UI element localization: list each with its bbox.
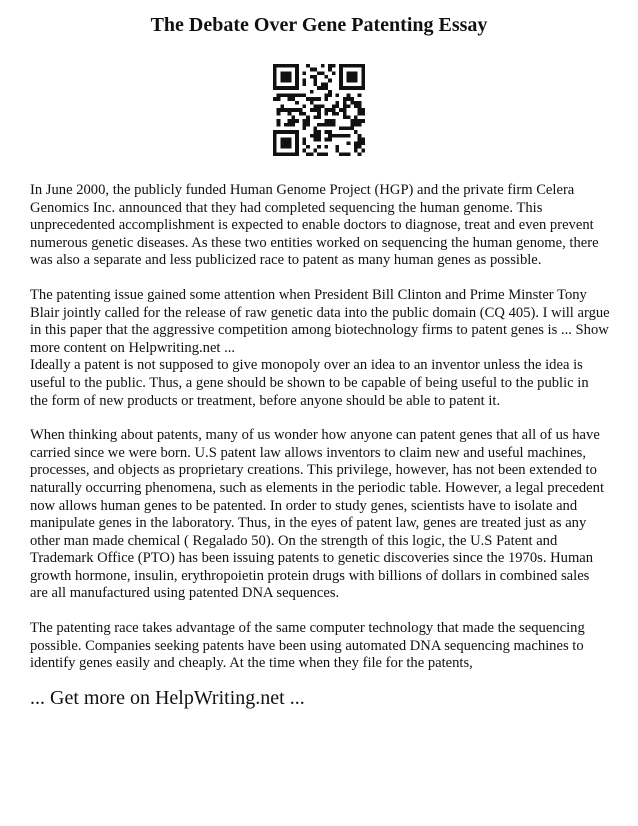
paragraph-5: The patenting race takes advantage of the same computer technology that made the sequencing possible. Companies seeking patents have been using automated DNA sequencing machines to identify genes easily and cheaply. At the time when they file for the patents, (30, 620, 585, 672)
paragraph-4: When thinking about patents, many of us wonder how anyone can patent genes that all of us have carried since we were born. U.S patent law allows inventors to claim new and useful machines, processes, and objects as proprietary creations. This privilege, however, has not been extended to naturally occurring phenomena, such as elements in the periodic table. However, a legal precedent now allows human genes to be patented. In order to study genes, scientists have to isolate and manipulate genes in the laboratory. Thus, in the eyes of patent law, genes are treated just as any other man made chemical ( Regalado 50). On the strength of this logic, the U.S Patent and Trademark Office (PTO) has been issuing patents to genetic discoveries since the 1970s. Human growth hormone, insulin, erythropoietin protein drugs with billions of dollars in combined sales are all manufactured using patented DNA sequences. (30, 427, 605, 602)
qr-code-icon (273, 64, 365, 156)
paragraph-3: Ideally a patent is not supposed to give monopoly over an idea to an inventor unless the idea is useful to the public. Thus, a gene should be shown to be capable of being useful to the public in the form of new products or treatment, before anyone should be able to patent it. (30, 357, 589, 409)
paragraph-2: The patenting issue gained some attention when President Bill Clinton and Prime Minster Tony Blair jointly called for the release of raw genetic data into the public domain (CQ 405). I will argue in this paper that the aggressive competition among biotechnology firms to patent genes is ... Show more content on Helpwriting.net ... (30, 286, 610, 356)
get-more-link[interactable]: ... Get more on HelpWriting.net ... (30, 687, 305, 709)
page-title: The Debate Over Gene Patenting Essay (150, 14, 488, 36)
paragraph-1: In June 2000, the publicly funded Human Genome Project (HGP) and the private firm Celera Genomics Inc. announced that they had completed sequencing the human genome. This unprecedented accomplishment is expected to enable doctors to diagnose, treat and even prevent numerous genetic diseases. As these two entities worked on sequencing the human genome, there was also a separate and less publicized race to patent as many human genes as possible. (30, 182, 599, 269)
essay-body (30, 182, 610, 690)
